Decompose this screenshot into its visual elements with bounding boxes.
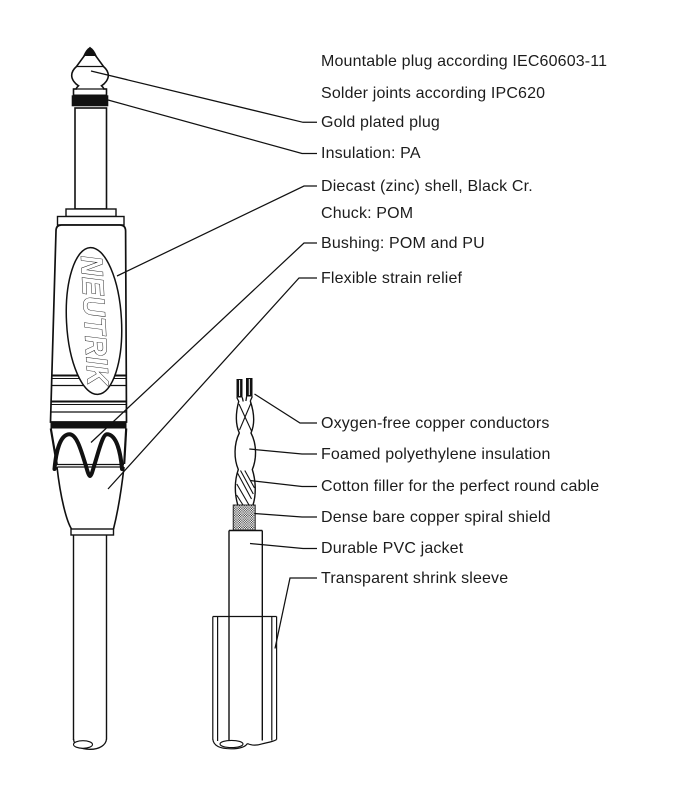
label-chuck-pom: Chuck: POM (321, 205, 414, 222)
spiral-shield (233, 505, 255, 530)
chuck-band (51, 422, 127, 429)
leader-conductors (255, 394, 318, 423)
copper-conductors (237, 378, 253, 402)
leader-diecast-shell (117, 186, 317, 276)
leader-insulation-pa (108, 100, 317, 154)
label-foamed-insulation: Foamed polyethylene insulation (321, 445, 551, 463)
leader-pvc-jacket (250, 544, 317, 549)
label-bushing: Bushing: POM and PU (321, 234, 485, 252)
leader-gold-plated-plug (91, 71, 317, 122)
neutrik-logo-text: NEUTRIK (74, 254, 115, 397)
plug-shaft (75, 108, 107, 209)
label-flexible-strain-relief: Flexible strain relief (321, 269, 463, 287)
plug-tip (72, 47, 109, 95)
leader-cotton-filler (250, 481, 317, 487)
label-cotton-filler: Cotton filler for the perfect round cable (321, 478, 600, 495)
label-insulation-pa: Insulation: PA (321, 145, 421, 162)
leader-foamed-insulation (249, 449, 317, 454)
plug-drawing (51, 47, 127, 749)
leader-strain-relief (108, 278, 317, 489)
cable-breakout (213, 378, 277, 749)
shaft-collar-2 (58, 217, 125, 226)
label-diecast-shell: Diecast (zinc) shell, Black Cr. (321, 177, 533, 195)
shaft-collar-1 (66, 209, 116, 217)
label-mountable-plug: Mountable plug according IEC60603-11 (321, 53, 608, 70)
label-dense-spiral-shield: Dense bare copper spiral shield (321, 508, 551, 526)
insulation-band (72, 95, 109, 106)
bushing-wave (51, 429, 126, 477)
label-transparent-shrink-sleeve: Transparent shrink sleeve (321, 569, 509, 587)
label-durable-pvc-jacket: Durable PVC jacket (321, 540, 464, 557)
label-solder-joints: Solder joints according IPC620 (321, 84, 546, 102)
plug-cable (74, 535, 107, 749)
label-oxygen-free-conductors: Oxygen-free copper conductors (321, 414, 550, 432)
label-gold-plated-plug: Gold plated plug (321, 113, 440, 131)
shrink-sleeve (213, 617, 277, 749)
twisted-pair (235, 401, 255, 505)
leader-shrink-sleeve (275, 578, 317, 649)
leader-spiral-shield (254, 514, 317, 518)
tip-point (83, 47, 97, 56)
pvc-jacket (229, 531, 262, 742)
